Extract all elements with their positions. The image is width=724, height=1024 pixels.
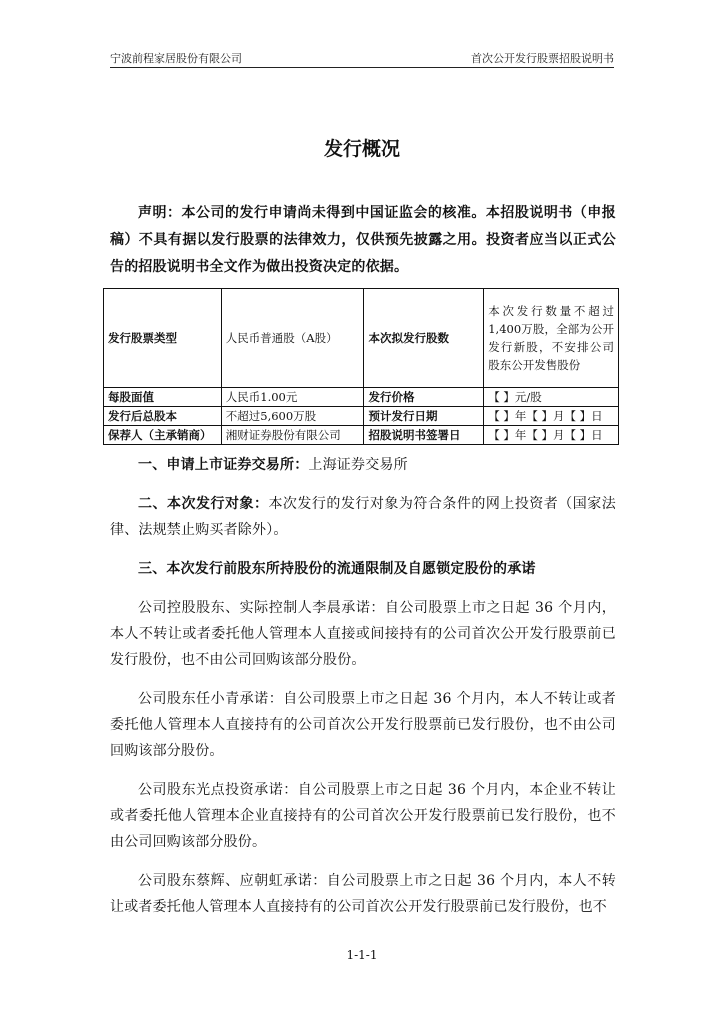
table-label-cell: 每股面值 [104,388,222,407]
table-row [104,426,619,445]
section-1-label: 一、申请上市证券交易所： [138,457,309,473]
body-content [110,452,616,920]
table-row [104,289,619,388]
declaration-block [110,200,616,281]
table-label-cell: 发行价格 [364,388,484,407]
section-2 [110,491,616,543]
paragraph: 公司控股股东、实际控制人李晨承诺：自公司股票上市之日起 36 个月内，本人不转让或者委托他人管理本人直接或间接持有的公司首次公开发行股票前已发行股份，也不由公司回购该部分股份。 [110,600,616,668]
table-label-cell: 发行后总股本 [104,407,222,426]
section-3-heading: 三、本次发行前股东所持股份的流通限制及自愿锁定股份的承诺 [138,561,536,577]
table-label-cell: 预计发行日期 [364,407,484,426]
table-value-cell: 人民币1.00元 [221,388,364,407]
page-number: 1-1-1 [346,948,378,962]
table-value-cell: 不超过5,600万股 [221,407,364,426]
table-value-cell: 人民币普通股（A股） [221,289,364,388]
table-row [104,407,619,426]
table-label-cell: 招股说明书签署日 [364,426,484,445]
table-label-cell: 本次拟发行股数 [364,289,484,388]
paragraph: 公司股东光点投资承诺：自公司股票上市之日起 36 个月内，本企业不转让或者委托他人管理本企业直接持有的公司首次公开发行股票前已发行股份，也不由公司回购该部分股份。 [110,782,616,850]
table-value-cell: 【 】年【 】月【 】日 [484,426,619,445]
header-doc-title: 首次公开发行股票招股说明书 [471,52,614,65]
table-label-cell: 发行股票类型 [104,289,222,388]
table-row [104,388,619,407]
table-value-cell: 【 】年【 】月【 】日 [484,407,619,426]
paragraph: 公司股东任小青承诺：自公司股票上市之日起 36 个月内，本人不转让或者委托他人管理本人直接持有的公司首次公开发行股票前已发行股份，也不由公司回购该部分股份。 [110,691,616,759]
table-value-cell: 【 】元/股 [484,388,619,407]
section-2-value: 本次发行的发行对象为符合条件的网上投资者（国家法律、法规禁止购买者除外）。 [110,496,616,538]
section-2-label: 二、本次发行对象： [138,496,269,512]
table-value-cell: 本次发行数量不超过1,400万股，全部为公开发行新股，不安排公司股东公开发售股份 [484,289,619,388]
section-1-value: 上海证券交易所 [308,457,408,473]
paragraph: 公司股东蔡辉、应朝虹承诺：自公司股票上市之日起 36 个月内，本人不转让或者委托他人管理本人直接持有的公司首次公开发行股票前已发行股份，也不 [110,873,616,915]
offering-info-table [103,288,619,445]
page-header [110,50,614,66]
header-company: 宁波前程家居股份有限公司 [110,52,242,65]
declaration-text: 声明：本公司的发行申请尚未得到中国证监会的核准。本招股说明书（申报稿）不具有据以发行股票的法律效力，仅供预先披露之用。投资者应当以正式公告的招股说明书全文作为做出投资决定的依据。 [110,205,616,275]
page-title: 发行概况 [323,138,400,160]
header-divider [110,67,614,68]
table-label-cell: 保荐人（主承销商） [104,426,222,445]
section-1 [110,452,616,478]
table-value-cell: 湘财证券股份有限公司 [221,426,364,445]
